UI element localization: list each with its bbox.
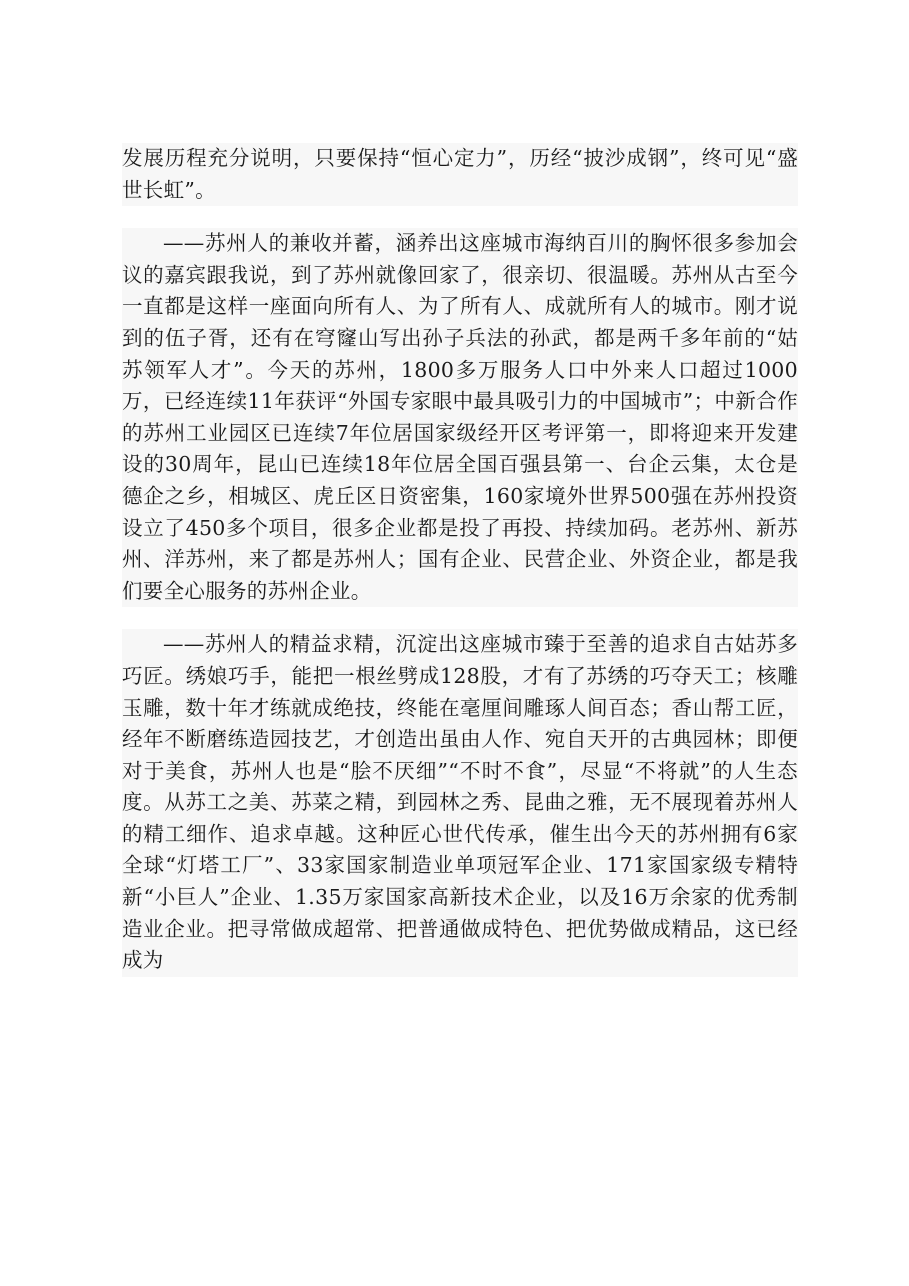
paragraph-continuation: 发展历程充分说明，只要保持“恒心定力”，历经“披沙成钢”，终可见“盛世长虹”。 <box>122 143 798 206</box>
paragraph-craftsmanship: ——苏州人的精益求精，沉淀出这座城市臻于至善的追求自古姑苏多巧匠。绣娘巧手，能把一根丝劈成128股，才有了苏绣的巧夺天工；核雕玉雕，数十年才练就成绝技，终能在毫厘间雕琢人间百态；香山帮工匠，经年不断磨练造园技艺，才创造出虽由人作、宛自天开的古典园林；即便对于美食，苏州人也是“脍不厌细”“不时不食”，尽显“不将就”的人生态度。从苏工之美、苏菜之精，到园林之秀、昆曲之雅，无不展现着苏州人的精工细作、追求卓越。这种匠心世代传承，催生出今天的苏州拥有6家全球“灯塔工厂”、33家国家制造业单项冠军企业、171家国家级专精特新“小巨人”企业、1.35万家国家高新技术企业，以及16万余家的优秀制造业企业。把寻常做成超常、把普通做成特色、把优势做成精品，这已经成为 <box>122 629 798 977</box>
paragraph-gap <box>122 607 798 629</box>
paragraph-openness: ——苏州人的兼收并蓄，涵养出这座城市海纳百川的胸怀很多参加会议的嘉宾跟我说，到了苏州就像回家了，很亲切、很温暖。苏州从古至今一直都是这样一座面向所有人、为了所有人、成就所有人的城市。刚才说到的伍子胥，还有在穹窿山写出孙子兵法的孙武，都是两千多年前的“姑苏领军人才”。今天的苏州，1800多万服务人口中外来人口超过1000万，已经连续11年获评“外国专家眼中最具吸引力的中国城市”；中新合作的苏州工业园区已连续7年位居国家级经开区考评第一，即将迎来开发建设的30周年，昆山已连续18年位居全国百强县第一、台企云集，太仓是德企之乡，相城区、虎丘区日资密集，160家境外世界500强在苏州投资设立了450多个项目，很多企业都是投了再投、持续加码。老苏州、新苏州、洋苏州，来了都是苏州人；国有企业、民营企业、外资企业，都是我们要全心服务的苏州企业。 <box>122 228 798 607</box>
paragraph-gap <box>122 206 798 228</box>
body-text <box>122 143 798 977</box>
